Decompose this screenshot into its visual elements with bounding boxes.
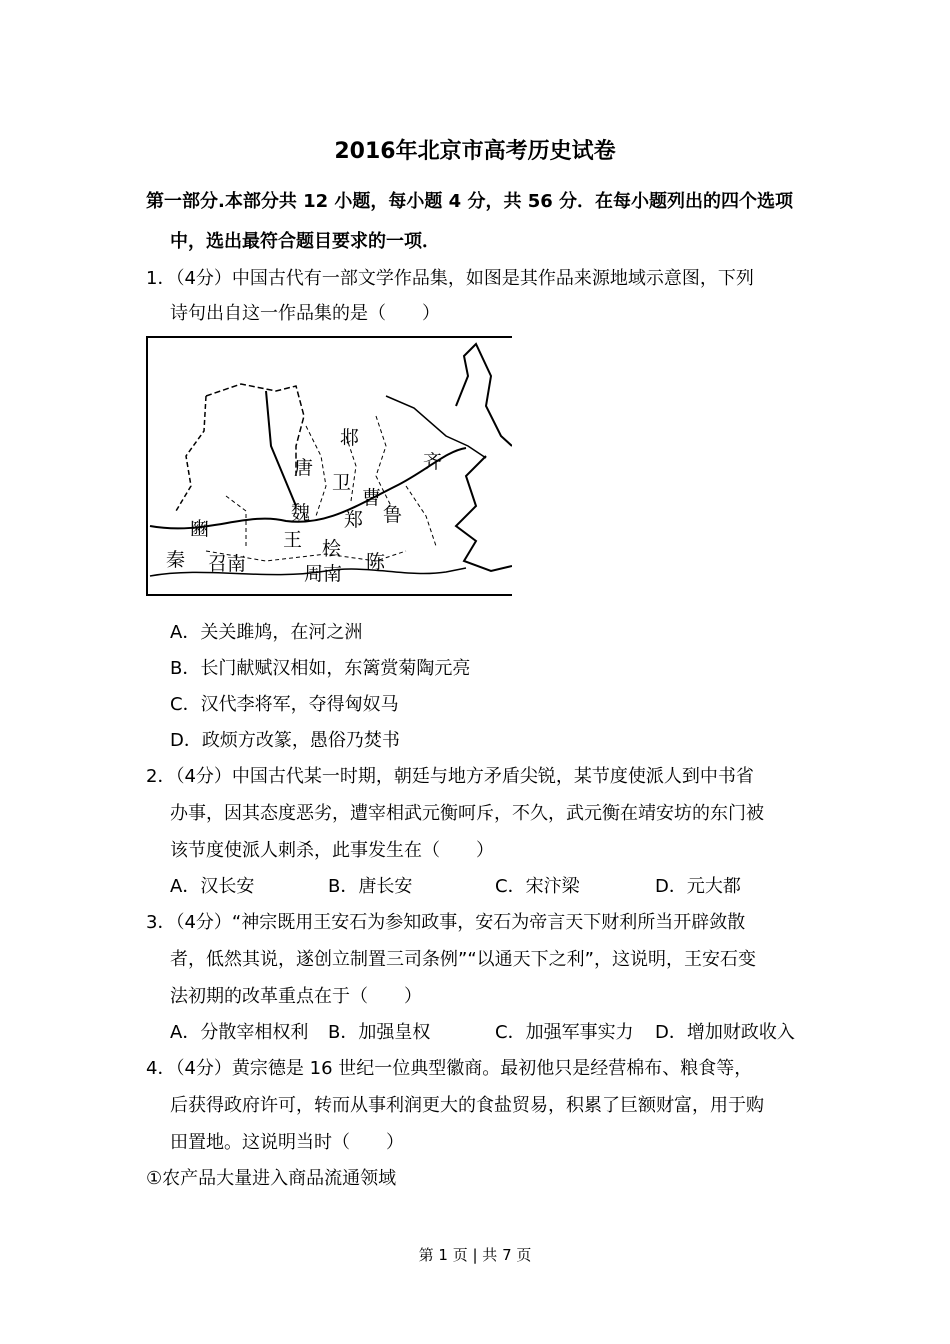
q4-stem-line2: 后获得政府许可，转而从事利润更大的食盐贸易，积累了巨额财富，用于购 [170, 1095, 764, 1116]
map-label-lu: 鲁 [383, 504, 403, 526]
q1-map-image [146, 336, 512, 596]
q2-stem-line2: 办事，因其态度恶劣，遭宰相武元衡呵斥，不久，武元衡在靖安坊的东门被 [170, 803, 764, 824]
q2-stem-line1: 2．（4分）中国古代某一时期，朝廷与地方矛盾尖锐，某节度使派人到中书省 [146, 766, 754, 787]
section-instruction-line1: 第一部分.本部分共 12 小题，每小题 4 分，共 56 分．在每小题列出的四个选项 [146, 191, 794, 212]
q2-option-d[interactable]: D．元大都 [655, 876, 741, 897]
q1-option-b[interactable]: B．长门献赋汉相如，东篱赏菊陶元亮 [170, 658, 471, 679]
q1-stem-line2: 诗句出自这一作品集的是（ ） [170, 303, 440, 324]
q4-stem-line1: 4．（4分）黄宗德是 16 世纪一位典型徽商。最初他只是经营棉布、粮食等， [146, 1058, 753, 1079]
q1-stem-line1: 1．（4分）中国古代有一部文学作品集，如图是其作品来源地域示意图，下列 [146, 268, 754, 289]
map-label-tang: 唐 [294, 457, 314, 479]
q2-stem-line3: 该节度使派人刺杀，此事发生在（ ） [170, 840, 494, 861]
q3-stem-line2: 者，低然其说，遂创立制置三司条例”“以通天下之利”，这说明，王安石变 [170, 949, 756, 970]
map-label-wang: 王 [283, 529, 303, 551]
map-label-zhounan: 周南 [304, 563, 343, 585]
map-label-bin: 豳 [190, 518, 210, 540]
q3-option-c[interactable]: C．加强军事实力 [495, 1022, 634, 1043]
map-label-wei-state: 卫 [332, 472, 352, 494]
q1-option-a[interactable]: A．关关雎鸠，在河之洲 [170, 622, 363, 643]
q1-option-c[interactable]: C．汉代李将军，夺得匈奴马 [170, 694, 399, 715]
map-label-shaonan: 召南 [208, 553, 247, 575]
section-instruction-line2: 中，选出最符合题目要求的一项． [170, 231, 440, 252]
map-label-gui: 桧 [322, 538, 342, 560]
q1-option-d[interactable]: D．政烦方改篆，愚俗乃焚书 [170, 730, 400, 751]
q2-option-b[interactable]: B．唐长安 [328, 876, 413, 897]
page-footer: 第 1 页 | 共 7 页 [418, 1246, 532, 1264]
q3-option-b[interactable]: B．加强皇权 [328, 1022, 431, 1043]
map-label-chen: 陈 [366, 551, 386, 573]
q4-item-1: ①农产品大量进入商品流通领域 [146, 1168, 397, 1189]
map-label-bei: 邶 [340, 427, 360, 449]
q3-option-d[interactable]: D．增加财政收入 [655, 1022, 795, 1043]
q3-option-a[interactable]: A．分散宰相权利 [170, 1022, 309, 1043]
map-label-wei: 魏 [291, 502, 311, 524]
page-title: 2016年北京市高考历史试卷 [334, 139, 616, 164]
map-label-zheng: 郑 [344, 509, 364, 531]
q4-stem-line3: 田置地。这说明当时（ ） [170, 1132, 404, 1153]
q2-option-c[interactable]: C．宋汴梁 [495, 876, 580, 897]
map-label-cao: 曹 [362, 487, 382, 509]
q2-option-a[interactable]: A．汉长安 [170, 876, 255, 897]
map-label-qi: 齐 [423, 451, 443, 473]
map-label-qin: 秦 [166, 549, 186, 571]
q3-stem-line1: 3．（4分）“神宗既用王安石为参知政事，安石为帝言天下财利所当开辟敛散 [146, 912, 746, 933]
q3-stem-line3: 法初期的改革重点在于（ ） [170, 986, 422, 1007]
